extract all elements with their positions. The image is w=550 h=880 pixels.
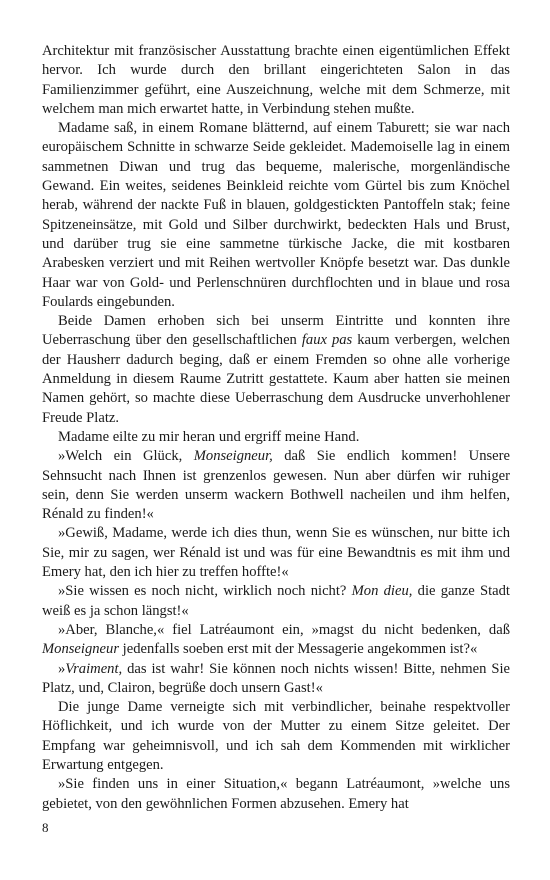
text-run: das ist wahr! Sie können noch nichts wissen! Bitte, nehmen Sie Platz, und, Clairon, begrüße doch unsern Gast!« xyxy=(42,660,510,696)
text-run: die ganze Stadt weiß es ja schon längst!« xyxy=(42,583,510,619)
paragraph xyxy=(42,698,510,775)
italic-text: Monseigneur, xyxy=(193,448,273,465)
paragraph xyxy=(42,447,510,524)
paragraph xyxy=(42,775,510,814)
text-run: » xyxy=(58,660,66,677)
text-run: »Sie finden uns in einer Situation,« begann Latréaumont, »welche uns gebietet, von den gewöhnlichen Formen abzusehen. Emery hat xyxy=(42,776,510,812)
paragraph xyxy=(42,42,510,119)
text-run: »Gewiß, Madame, werde ich dies thun, wenn Sie es wünschen, nur bitte ich Sie, mir zu sagen, wer Rénald ist und was für eine Bewandtnis es mit ihm und Emery hat, den ich hier zu treffen hoffte!« xyxy=(42,525,510,581)
paragraph xyxy=(42,582,510,621)
paragraph xyxy=(42,312,510,428)
italic-text: faux pas xyxy=(301,332,353,349)
text-run: »Aber, Blanche,« fiel Latréaumont ein, »magst du nicht bedenken, daß xyxy=(58,621,510,638)
paragraph xyxy=(42,428,510,447)
paragraph xyxy=(42,119,510,312)
italic-text: Mon dieu, xyxy=(351,583,413,600)
text-run: »Sie wissen es noch nicht, wirklich noch nicht? xyxy=(58,583,352,600)
text-run: Architektur mit französischer Ausstattung brachte einen eigentümlichen Effekt hervor. Ich wurde durch den brillant eingerichteten Salon in das Familienzimmer geführt, eine Auszeichnung, welche mit dem Schmerze, mit welchem man mich erwartet hatte, in Verbindung stehen mußte. xyxy=(42,43,510,117)
page-number: 8 xyxy=(42,820,49,835)
paragraph xyxy=(42,524,510,582)
italic-text: Vraiment, xyxy=(65,660,123,677)
paragraph xyxy=(42,660,510,699)
paragraph xyxy=(42,621,510,660)
text-run: kaum verbergen, welchen der Hausherr dadurch beging, daß er einem Fremden so ohne alle vorherige Anmeldung in diesem Raume Zutritt gestattete. Kaum aber hatten sie meinen Namen gehört, so machte diese Ueberraschung dem Ausdrucke unverhohlener Freude Platz. xyxy=(42,332,510,426)
text-run: jedenfalls soeben erst mit der Messagerie angekommen ist?« xyxy=(119,641,478,658)
text-run: Madame eilte zu mir heran und ergriff meine Hand. xyxy=(58,428,360,445)
body-text xyxy=(42,42,510,814)
text-run: Beide Damen erhoben sich bei unserm Eintritte und konnten ihre Ueberraschung über den gesellschaftlichen xyxy=(42,313,510,349)
text-run: »Welch ein Glück, xyxy=(58,448,194,465)
italic-text: Monseigneur xyxy=(42,641,120,658)
text-run: daß Sie endlich kommen! Unsere Sehnsucht nach Ihnen ist grenzenlos gewesen. Nun aber dürfen wir ruhiger sein, denn Sie werden unserm wackern Bothwell nacheilen und ihm helfen, Rénald zu finden!« xyxy=(42,448,511,523)
text-run: Madame saß, in einem Romane blätternd, auf einem Taburett; sie war nach europäischem Schnitte in schwarze Seide gekleidet. Mademoiselle lag in einem sammetnen Diwan und trug das bequeme, malerische, morgenländische Gewand. Ein weites, seidenes Beinkleid reichte vom Gürtel bis zum Knöchel herab, während der nackte Fuß in blauen, goldgestickten Pantoffeln stak; feine Spitzeneinsätze, mit Gold und Silber durchwirkt, bedeckten Hals und Brust, und darüber trug sie eine sammetne türkische Jacke, die mit kostbaren Arabesken verziert und mit Reihen wertvoller Knöpfe besetzt war. Das dunkle Haar war von Gold- und Perlenschnüren durchflochten und in blaue und rosa Foulards eingebunden. xyxy=(42,120,510,310)
text-run: Die junge Dame verneigte sich mit verbindlicher, beinahe respektvoller Höflichkeit, und ich wurde von der Mutter zu einem Sitze geleitet. Der Empfang war geheimnisvoll, und ich sah dem Kommenden mit wirklicher Erwartung entgegen. xyxy=(42,699,510,773)
